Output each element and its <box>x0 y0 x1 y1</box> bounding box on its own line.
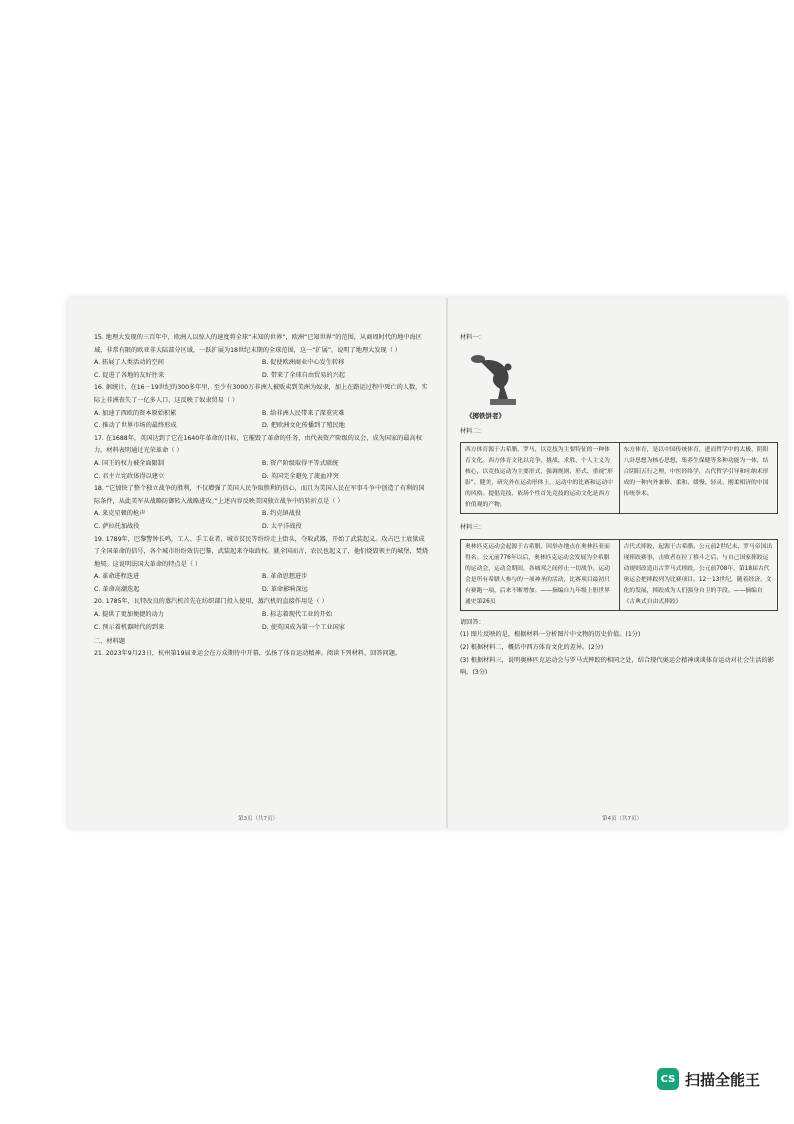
q19-option-d: D. 革命影响深远 <box>262 585 308 593</box>
q19-options-row2 <box>94 584 430 597</box>
q17-option-a: A. 国王的权力被全面限制 <box>94 459 164 467</box>
material-1-title: 材料一： <box>460 334 485 341</box>
question-15: 15. 地理大发现的三百年中，欧洲人以惊人的速度将全球“未知的世界”，欧洲“已知世界”的范围，从商周时代的地中海区域，非常有限的欧亚非大陆部分区域，一跃扩展为18世纪末期的全球范围，这一“扩展”，说明了地理大发现（ ） <box>94 334 422 354</box>
q15-options-row1 <box>94 357 430 370</box>
q20-options-row1 <box>94 609 430 622</box>
material-2-east: 东方体育，是以中国传统体育，进而哲学中的太极、阴阳八卦思想为核心思想，集养生保健等多种功能为一体，结合阴阳五行之理，中医经络学，古代哲学引导和吐纳术形成的一种内外兼修、柔和、缓慢、轻灵、刚柔相济的中国传统拳术。 <box>619 443 778 513</box>
material-2-west: 西方体育源于古希腊、罗马，以竞技为主要特征的一种体育文化。西方体育文化以竞争、挑战、求胜、个人主义为核心，以竞技运动为主要形式，强调规则、形式、重视“形影”、健美，研究外在运动形体上，运动中的比赛和运动中的风格。提倡竞技，依场个性首先竞技的运动文化是西方价值观的产物。 <box>465 447 613 509</box>
material-3-wrestling: 古代式摔跤，起源于古希腊。公元前2世纪末，罗马帝国出现摔跤赛事，击败者在拉丁格斗之后，与自己国家摔跤运动规则改造出古罗马式摔跤，公元前708年，第18届古代奥运会把摔跤列为比赛项目。12－13世纪，随着经济、文化的发展，摔跤成为人们强身自卫的手段。——摘编自《古典式自由式摔跤》 <box>619 540 778 610</box>
q15-options-row2 <box>94 370 430 383</box>
section-heading: 二、材料题 <box>94 638 125 646</box>
q17-option-d: D. 英国完全避免了流血冲突 <box>262 472 339 480</box>
left-page <box>68 298 440 828</box>
q19-options-row1 <box>94 571 430 584</box>
material-1-caption: 《掷铁饼者》 <box>466 411 505 420</box>
q18-options-row2 <box>94 521 430 534</box>
camscanner-brand-name: 扫描全能王 <box>685 1070 761 1089</box>
sub-question-1: (1) 图片反映的是，根据材料一分析图片中文物的历史价值。(1分) <box>460 631 641 639</box>
right-page <box>452 298 786 828</box>
q15-option-a: A. 拓展了人类活动的空间 <box>94 359 164 367</box>
q16-options-row1 <box>94 408 430 421</box>
q15-option-c: C. 促进了各地的友好往来 <box>94 371 165 379</box>
page-footer-left: 第3页（共7页） <box>238 816 278 822</box>
material-3-box <box>460 539 778 611</box>
question-18: 18. “它加快了整个独立战争的胜利，不仅增强了美国人民争取胜利的信心，而且为美国人民在军事斗争中创造了有利的国际条件，从此美军从战略防御转入战略进攻。”上述内容反映美国独立战争中的转折点是（ ） <box>94 485 425 505</box>
camscanner-logo-icon: CS <box>657 1068 679 1090</box>
discobolus-statue-image <box>468 349 528 409</box>
q17-option-b: B. 资产阶级取得平等式联统 <box>262 459 339 467</box>
q16-option-a: A. 加速了西欧的资本原始积累 <box>94 409 177 417</box>
page-fold <box>446 298 448 828</box>
q20-option-d: D. 使英国成为第一个工业国家 <box>262 623 345 631</box>
question-16: 16. 据统计，在16－19世纪的300多年里，至少有3000万非洲人被贩卖到美洲为奴隶，加上在路运过程中死亡的人数，实际上非洲丧失了一亿多人口，这反映了奴隶贸易（ ） <box>94 384 428 404</box>
sub-question-2: (2) 根据材料二，概括中西方体育文化的差异。(2分) <box>460 643 604 651</box>
q18-option-c: C. 萨拉托加战役 <box>94 522 140 530</box>
material-3-olympics: 奥林匹克运动会起源于古希腊，因举办地点在奥林匹亚而得名。公元前776年以后，奥林匹克运动会发展为全希腊的运动会，运动会期间，各城邦之间停止一切战争。运动会是所有希腊人参与的一项神圣的活动，比赛项目最初只有赛跑一项，后来不断增加。——摘编自九年级上册世界通史第26页 <box>465 543 610 605</box>
scanned-spread <box>68 298 786 828</box>
q17-options-row1 <box>94 458 430 471</box>
q18-option-d: D. 太平洋战役 <box>262 522 302 530</box>
q20-option-b: B. 标志着现代工业的开始 <box>262 611 333 619</box>
q18-options-row1 <box>94 508 430 521</box>
q16-option-d: D. 把欧洲文化传播到了殖民地 <box>262 422 345 430</box>
q17-option-c: C. 君主立宪政体得以建立 <box>94 472 165 480</box>
material-2-box <box>460 442 778 514</box>
q15-option-b: B. 促使欧洲商业中心发生转移 <box>262 359 345 367</box>
q17-options-row2 <box>94 471 430 484</box>
q18-option-a: A. 来克星顿的枪声 <box>94 510 146 518</box>
material-3-title: 材料三： <box>460 524 485 532</box>
q19-option-a: A. 革命进程迭进 <box>94 573 140 581</box>
q20-options-row2 <box>94 622 430 635</box>
q19-option-c: C. 革命高潮迭起 <box>94 585 140 593</box>
question-21: 21. 2023年9月23日，杭州第19届亚运会在万众期待中开幕，弘扬了体育运动精神。阅读下列材料，回答问题。 <box>94 650 402 658</box>
answer-prompt: 请回答： <box>460 618 485 626</box>
q20-option-c: C. 预示着机器时代的到来 <box>94 623 165 631</box>
material-2-title: 材料二： <box>460 427 485 435</box>
camscanner-watermark <box>657 1068 760 1090</box>
sub-question-3: (3) 根据材料三，说明奥林匹克运动会与罗马式摔跤的相同之处，结合现代奥运会精神谈谈体育运动对社会生活的影响。(3分) <box>460 656 774 677</box>
page-footer-right: 第4页（共7页） <box>602 816 642 822</box>
q16-option-b: B. 给非洲人民带来了深重灾难 <box>262 409 345 417</box>
q16-options-row2 <box>94 420 430 433</box>
q18-option-b: B. 约克镇战役 <box>262 510 302 518</box>
q20-option-a: A. 提供了更加便捷的动力 <box>94 611 164 619</box>
question-20: 20. 1785年，瓦特改良的蒸汽机首先在纺织部门投入使用，蒸汽机的直接作用是（ ） <box>94 598 328 606</box>
question-17: 17. 在1688年，英国达到了它在1640年革命的目标，它摧毁了革命的任务，由代表资产阶级的议会，成为国家的最高权力，材料表明通过光荣革命（ ） <box>94 434 422 455</box>
question-19: 19. 1789年，巴黎警钟长鸣，工人、手工业者、城市贫民等纷纷走上街头，夺取武器，开始了武装起义。攻占巴士底狱成了全国革命的信号，各个城市纷纷效仿巴黎，武装起来夺取政权。就全国而言，农民也起义了，他们烧毁领主的城堡，焚烧地契。这说明法国大革命的特点是（ ） <box>94 535 429 568</box>
q15-option-d: D. 带来了全球自由贸易的兴起 <box>262 371 345 379</box>
q16-option-c: C. 推动了世界市场的最终形成 <box>94 422 177 430</box>
q19-option-b: B. 革命思想进步 <box>262 573 308 581</box>
